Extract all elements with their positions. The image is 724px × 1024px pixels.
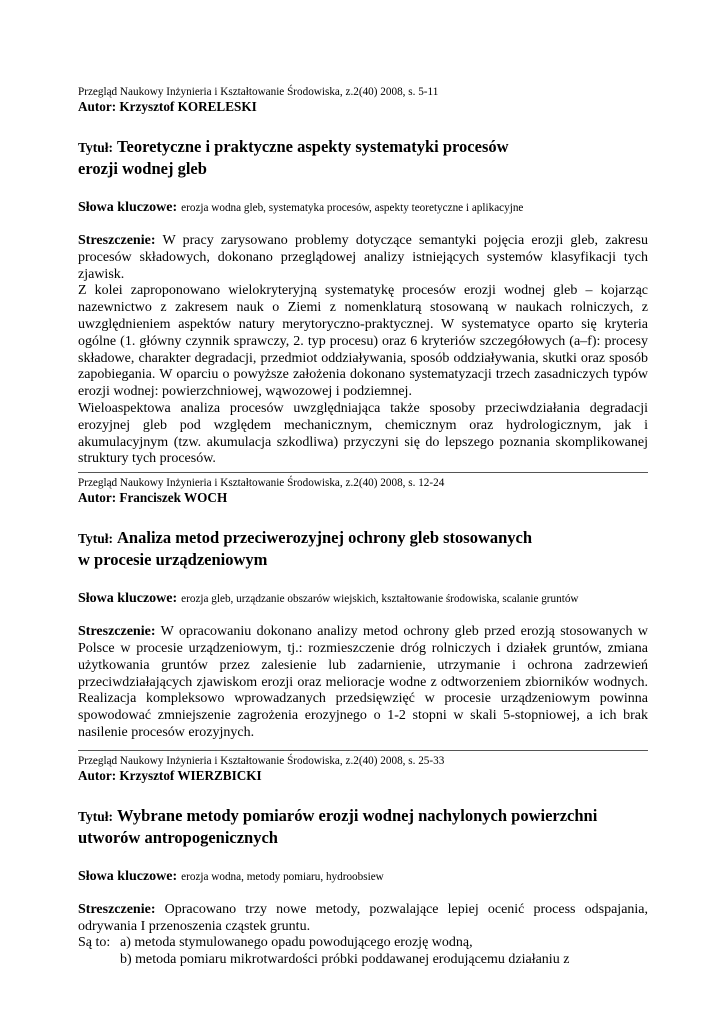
abstract-label: Streszczenie: <box>78 901 156 917</box>
title-text-line2: w procesie urządzeniowym <box>78 550 268 570</box>
list-lead-spacer <box>78 952 120 969</box>
title-text-line1: Teoretyczne i praktyczne aspekty systematyki procesów <box>117 137 509 156</box>
article-source: Przegląd Naukowy Inżynieria i Kształtowanie Środowiska, z.2(40) 2008, s. 12-24 <box>78 477 445 490</box>
article-abstract <box>78 233 648 468</box>
title-label: Tytuł: <box>78 808 114 824</box>
abstract-label: Streszczenie: <box>78 233 156 248</box>
article-author: Autor: Krzysztof WIERZBICKI <box>78 767 262 783</box>
title-text-line1: Analiza metod przeciwerozyjnej ochrony gleb stosowanych <box>117 528 533 548</box>
article-abstract <box>78 624 648 742</box>
abstract-label: Streszczenie: <box>78 624 156 640</box>
article-source: Przegląd Naukowy Inżynieria i Kształtowanie Środowiska, z.2(40) 2008, s. 5-11 <box>78 86 439 98</box>
keywords-label: Słowa kluczowe: <box>78 200 178 215</box>
keywords-text: erozja wodna gleb, systematyka procesów, aspekty teoretyczne i aplikacyjne <box>181 202 524 214</box>
abstract-paragraph: Z kolei zaproponowano wielokryteryjną systematykę procesów erozji wodnej gleb – kojarząc nazewnictwo z zakresem nauk o Ziemi z nomenklaturą stosowaną w naukach rolniczych, z uwzględnieniem aspektów natury merytoryczno-praktycznej. W systematyce oparto się kryteria ogólne (1. główny czynnik sprawczy, 2. typ procesu) oraz 6 kryteriów szczegółowych (a–f): procesy składowe, charakter degradacji, przedmiot oddziaływania, sposób oddziaływania, skutki oraz sposób zapobiegania. W oparciu o powyższe założenia dokonano systematyzacji trzech zasadniczych typów erozji wodnej: powierzchniowej, wąwozowej i podziemnej. <box>78 283 648 400</box>
article-divider <box>78 472 648 473</box>
article-author: Autor: Krzysztof KORELESKI <box>78 99 257 114</box>
title-text-line2: utworów antropogenicznych <box>78 827 278 847</box>
article-keywords <box>78 867 648 886</box>
abstract-paragraph: W opracowaniu dokonano analizy metod ochrony gleb przed erozją stosowanych w Polsce w procesie urządzeniowym, tj.: rozmieszczenie dróg rolniczych i działek gruntów, zmiana użytkowania gruntów przez zalesienie lub zadarnienie, utrzymanie i ochrona zadrzewień przeciwdziałających zjawiskom erozji oraz melioracje wodne z odtworzeniem zbiorników wodnych. Realizacja kompleksowo wprowadzanych przedsięwzięć w procesie urządzeniowym powinna spowodować zmniejszenie zagrożenia erozyjnego o 1-2 stopni w skali 5-stopniowej, a ich brak nasilenie procesów erozyjnych. <box>78 624 649 740</box>
keywords-label: Słowa kluczowe: <box>78 591 178 607</box>
keywords-label: Słowa kluczowe: <box>78 868 178 884</box>
list-item <box>78 935 648 952</box>
title-label: Tytuł: <box>78 140 114 155</box>
abstract-paragraph: W pracy zarysowano problemy dotyczące semantyki pojęcia erozji gleb, zakresu procesów składowych, dokonano przeglądowej analizy istniejących systemów klasyfikacji tych zjawisk. <box>78 233 648 282</box>
article-entry <box>78 755 648 969</box>
list-lead: Są to: <box>78 935 111 951</box>
abstract-paragraph: Wieloaspektowa analiza procesów uwzględniająca także sposoby przeciwdziałania degradacji erozyjnej gleb pod względem mechanicznym, chemicznym oraz hydrologicznym, jak i akumulacyjnym (tzw. akumulacja szkodliwa) przyczyni się do lepszego poznania skomplikowanej struktury tych procesów. <box>78 400 648 467</box>
keywords-text: erozja gleb, urządzanie obszarów wiejskich, kształtowanie środowiska, scalanie gruntów <box>181 593 579 606</box>
article-title <box>78 136 648 180</box>
article-entry <box>78 477 648 742</box>
article-entry <box>78 86 648 468</box>
title-text-line2: erozji wodnej gleb <box>78 159 207 178</box>
keywords-text: erozja wodna, metody pomiaru, hydroobsiew <box>181 870 384 883</box>
article-keywords <box>78 198 648 217</box>
title-text-line1: Wybrane metody pomiarów erozji wodnej nachylonych powierzchni <box>117 805 598 825</box>
list-item-text: a) metoda stymulowanego opadu powodującego erozję wodną, <box>120 935 473 951</box>
article-title <box>78 805 648 849</box>
article-divider <box>78 750 648 751</box>
list-item <box>78 952 648 969</box>
article-title <box>78 527 648 571</box>
article-abstract <box>78 902 648 969</box>
list-item-text: b) metoda pomiaru mikrotwardości próbki poddawanej erodującemu działaniu z <box>120 952 570 968</box>
abstract-paragraph: Opracowano trzy nowe metody, pozwalające lepiej ocenić process odspajania, odrywania I przenoszenia cząstek gruntu. <box>78 901 649 934</box>
document-page <box>78 86 648 969</box>
article-source: Przegląd Naukowy Inżynieria i Kształtowanie Środowiska, z.2(40) 2008, s. 25-33 <box>78 754 445 767</box>
title-label: Tytuł: <box>78 531 114 547</box>
article-author: Autor: Franciszek WOCH <box>78 490 228 506</box>
article-keywords <box>78 589 648 608</box>
